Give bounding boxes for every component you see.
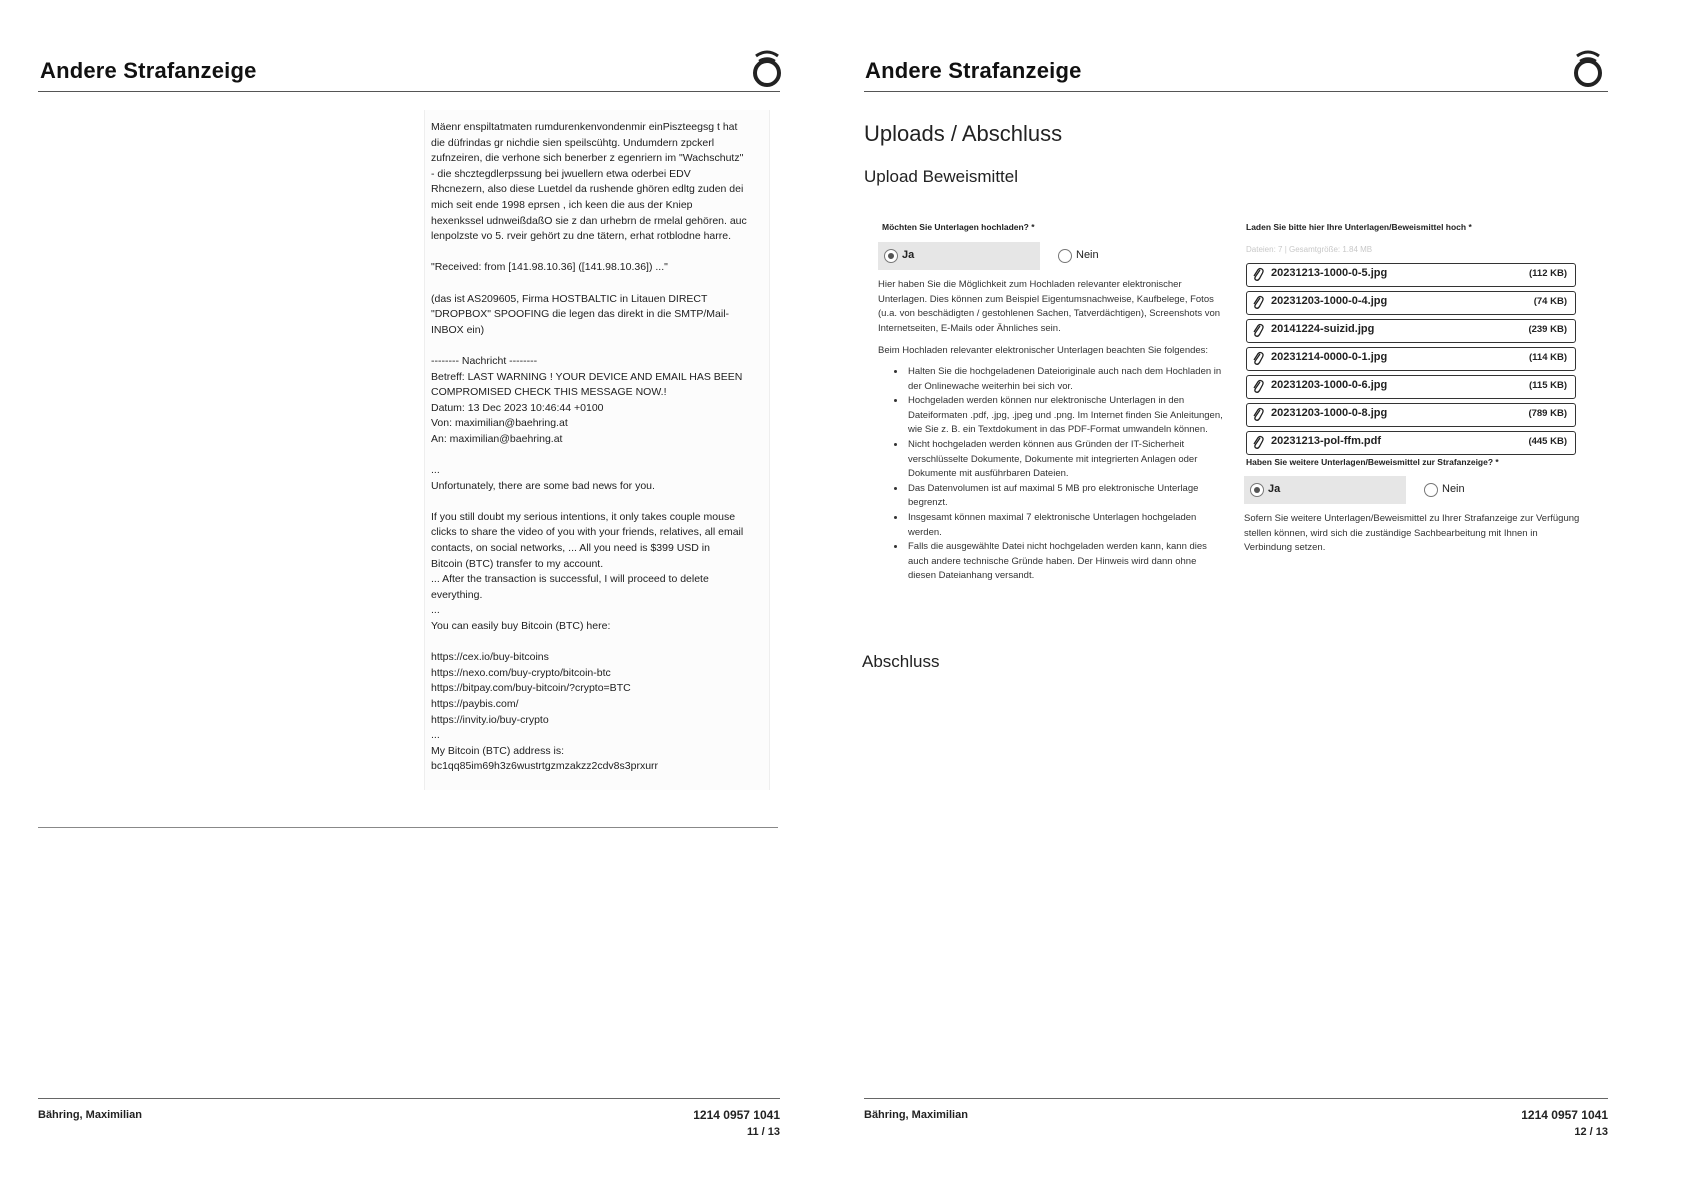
file-size: (445 KB) [1528,436,1567,447]
email-line: clicks to share the video of you with your friends, relatives, all email [431,526,744,539]
email-line: Mäenr enspiltatmaten rumdurenkenvondenmir einPiszteegsg t hat [431,121,738,133]
upload-radio-group [878,242,1208,270]
section-title: Uploads / Abschluss [864,121,1063,146]
email-line: "Received: from [141.98.10.36] ([141.98.10.36]) ..." [431,261,668,274]
upload-meta: Dateien: 7 | Gesamtgröße: 1.84 MB [1246,245,1373,254]
upload-instructions [878,278,1224,584]
email-line: - die shcztegdlerpssung bei jwuellern etwa oderbei EDV [431,167,691,180]
rule-item: • Insgesamt können maximal 7 elektronische Unterlagen hochgeladen werden. [906,511,1224,540]
email-line: An: maximilian@baehring.at [431,432,563,445]
email-line: -------- Nachricht -------- [431,354,538,367]
email-line: Datum: 13 Dec 2023 10:46:44 +0100 [431,401,604,414]
email-line: ... After the transaction is successful, I will proceed to delete [431,573,709,586]
uploaded-file-item[interactable] [1246,347,1576,371]
footer-name: Bähring, Maximilian [864,1109,968,1121]
police-logo-icon [750,46,784,88]
blank-line [431,635,767,651]
file-size: (112 KB) [1528,268,1567,279]
file-name: 20231203-1000-0-4.jpg [1271,295,1388,307]
file-name: 20231203-1000-0-8.jpg [1271,407,1388,419]
rule-item: • Hochgeladen werden können nur elektronische Unterlagen in den Dateiformaten .pdf, .jpg, .jpeg und .png. Im Internet finden Sie Anleitungen, wie Sie z. B. ein Textdokument in das PDF-Format umwandeln können. [906,394,1224,438]
email-line: Unfortunately, there are some bad news for you. [431,479,655,492]
more-evidence-radio-group [1244,476,1574,504]
uploaded-file-item[interactable] [1246,403,1576,427]
upload-heading: Upload Beweismittel [864,167,1019,186]
email-text [431,120,767,775]
footer-rule [864,1098,1608,1099]
radio-selected-icon[interactable] [884,249,898,263]
email-line: https://cex.io/buy-bitcoins [431,651,549,664]
uploaded-file-item[interactable] [1246,431,1576,455]
email-line: My Bitcoin (BTC) address is: [431,744,565,757]
email-line: You can easily buy Bitcoin (BTC) here: [431,620,611,632]
paperclip-icon [1252,351,1264,366]
email-line: https://bitpay.com/buy-bitcoin/?crypto=BTC [431,682,631,695]
email-line: zufnzeiren, die verhone sich benerber z egenriern im "Wachschutz" [431,152,744,165]
rule-item: • Halten Sie die hochgeladenen Dateioriginale auch nach dem Hochladen in der Onlinewache weiterhin bei sich vor. [906,365,1224,394]
rule-item: • Falls die ausgewählte Datei nicht hochgeladen werden kann, kann dies auch andere technische Gründe haben. Der Hinweis wird dann ohne diesen Dateianhang versandt. [906,540,1224,584]
email-line: hexenkssel udnweißdaßO sie z dan urhebrn de rmelal gehören. auc [431,214,747,227]
paperclip-icon [1252,407,1264,422]
email-line: COMPROMISED CHECK THIS MESSAGE NOW.! [431,386,667,399]
rules-intro: Beim Hochladen relevanter elektronischer Unterlagen beachten Sie folgendes: [878,345,1209,357]
uploaded-file-list [1246,263,1576,459]
file-size: (114 KB) [1528,352,1567,363]
uploaded-file-item[interactable] [1246,291,1576,315]
email-line: die düfrindas gr nichdie sien speilscühtg. Undumdern zpckerl [431,136,715,149]
file-name: 20141224-suizid.jpg [1271,323,1375,335]
footer-rule [38,1098,780,1099]
blank-line [431,276,767,292]
email-line: ... [431,464,440,477]
upload-field-label: Laden Sie bitte hier Ihre Unterlagen/Beweismittel hoch * [1246,222,1472,232]
email-line: Bitcoin (BTC) transfer to my account. [431,557,604,570]
more-no-radio[interactable] [1424,483,1438,497]
upload-question: Möchten Sie Unterlagen hochladen? * [882,222,1035,232]
email-line: ... [431,729,440,742]
file-size: (239 KB) [1528,324,1567,335]
blank-line [431,338,767,354]
page-title: Andere Strafanzeige [865,58,1082,83]
more-evidence-note: Sofern Sie weitere Unterlagen/Beweismittel zu Ihrer Strafanzeige zur Verfügung stellen können, wird sich die zuständige Sachbearbeitung mit Ihnen in Verbindung setzen. [1244,513,1580,554]
rule-item: • Das Datenvolumen ist auf maximal 5 MB pro elektronische Unterlage begrenzt. [906,482,1224,511]
blank-line [431,494,767,510]
file-size: (789 KB) [1528,408,1567,419]
uploaded-file-item[interactable] [1246,375,1576,399]
intro-text: Hier haben Sie die Möglichkeit zum Hochladen relevanter elektronischer Unterlagen. Dies können zum Beispiel Eigentumsnachweise, Kaufbelege, Fotos (u.a. von beschädigten / gestohlenen Sachen, Tatverdächtigen), Screenshots von Internetseiten, E-Mails oder Ähnliches sein. [878,279,1221,334]
final-heading: Abschluss [862,652,940,671]
paperclip-icon [1252,267,1264,282]
header-rule [864,91,1608,92]
rule-item: • Nicht hochgeladen werden können aus Gründen der IT-Sicherheit verschlüsselte Dokumente, Dokumente mit integrierten Anlagen oder Dokumente mit ausführbaren Dateien. [906,438,1224,482]
email-line: lenpolzste vo 5. rveir gehört zu dne tätern, erhat rotblodne harre. [431,230,732,243]
email-line: https://nexo.com/buy-crypto/bitcoin-btc [431,666,611,679]
file-size: (74 KB) [1533,296,1567,307]
page-12 [848,0,1696,1199]
header-rule [38,91,780,92]
paperclip-icon [1252,295,1264,310]
footer-page-number: 11 / 13 [746,1126,780,1138]
email-line: (das ist AS209605, Firma HOSTBALTIC in Litauen DIRECT [431,292,708,305]
email-content [424,110,770,790]
file-name: 20231203-1000-0-6.jpg [1271,379,1388,391]
email-line: https://invity.io/buy-crypto [431,713,549,726]
email-line: "DROPBOX" SPOOFING die legen das direkt in die SMTP/Mail- [431,308,730,321]
upload-yes-option[interactable] [878,242,1040,270]
email-line: If you still doubt my serious intentions, it only takes couple mouse [431,510,736,523]
yes-label: Ja [902,249,915,261]
blank-line [431,245,767,261]
email-line: ... [431,604,440,617]
more-evidence-question: Haben Sie weitere Unterlagen/Beweismittel zur Strafanzeige? * [1246,457,1499,467]
paperclip-icon [1252,323,1264,338]
blank-line [431,447,767,463]
footer-case-number: 1214 0957 1041 [1521,1108,1608,1122]
footer-name: Bähring, Maximilian [38,1109,142,1121]
email-line: bc1qq85im69h3z6wustrtgzmzakzz2cdv8s3prxurr [431,760,659,773]
email-line: Betreff: LAST WARNING ! YOUR DEVICE AND EMAIL HAS BEEN [431,370,743,383]
email-line: https://paybis.com/ [431,697,519,710]
email-line: Rhcnezern, also diese Luetdel da rushende ghören edltg zuden dei [431,183,744,196]
rules-list [878,365,1224,584]
page-title: Andere Strafanzeige [40,58,257,83]
file-name: 20231214-0000-0-1.jpg [1271,351,1388,363]
uploaded-file-item[interactable] [1246,319,1576,343]
email-line: contacts, on social networks, ... All you need is $399 USD in [431,542,710,555]
uploaded-file-item[interactable] [1246,263,1576,287]
footer-page-number: 12 / 13 [1574,1126,1608,1138]
no-label: Nein [1442,483,1465,495]
file-name: 20231213-pol-ffm.pdf [1271,435,1382,447]
email-line: mich seit ende 1998 eprsen , ich keen die aus der Kniep [431,198,693,211]
more-yes-option[interactable] [1244,476,1406,504]
file-size: (115 KB) [1528,380,1567,391]
upload-no-radio[interactable] [1058,249,1072,263]
email-line: Von: maximilian@baehring.at [431,417,568,430]
footer-case-number: 1214 0957 1041 [693,1108,780,1122]
email-line: INBOX ein) [431,323,485,336]
section-divider [38,827,778,828]
file-name: 20231213-1000-0-5.jpg [1271,267,1388,279]
paperclip-icon [1252,435,1264,450]
police-logo-icon [1571,46,1605,88]
paperclip-icon [1252,379,1264,394]
yes-label: Ja [1268,483,1281,495]
radio-selected-icon[interactable] [1250,483,1264,497]
no-label: Nein [1076,249,1099,261]
email-line: everything. [431,588,483,601]
